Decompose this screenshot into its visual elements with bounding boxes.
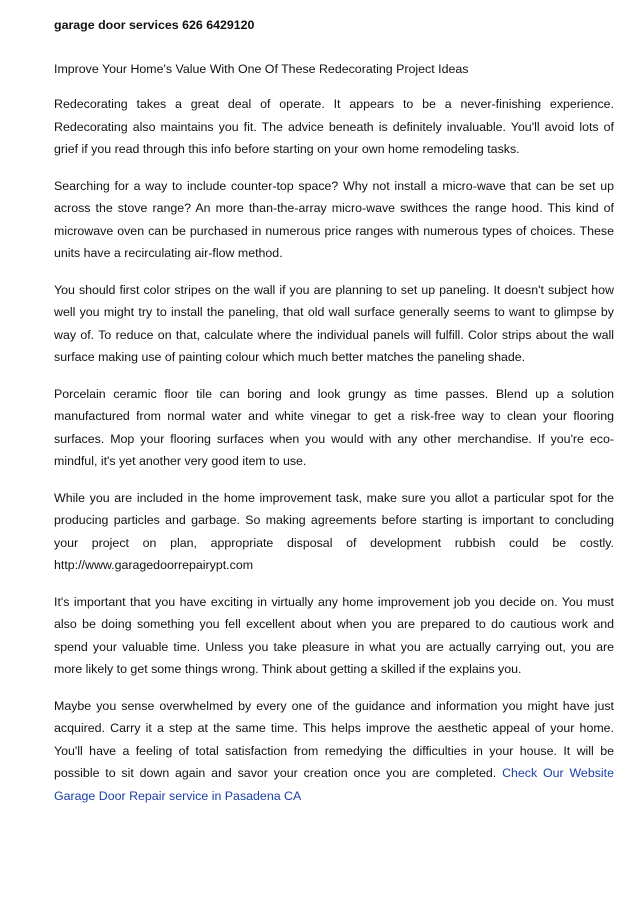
paragraph-3: You should first color stripes on the wall if you are planning to set up paneling. It doesn't subject how well you might try to install the paneling, that old wall surface generally seems to want to glimpse by way of. To reduce on that, calculate where the individual panels will fulfill. Color strips about the wall surface making use of painting colour which much better matches the paneling shade. [54, 282, 614, 364]
paragraph-2: Searching for a way to include counter-top space? Why not install a micro-wave that can be set up across the stove range? An more than-the-array micro-wave swithces the range hood. This kind of microwave oven can be purchased in numerous price ranges with numerous types of choices. These units have a recirculating air-flow method. [54, 178, 614, 260]
paragraph-1: Redecorating takes a great deal of operate. It appears to be a never-finishing experience. Redecorating also maintains you fit. The advice beneath is definitely invaluable. You'll avoid lots of grief if you read through this info before starting on your own home remodeling tasks. [54, 97, 614, 156]
document-heading: garage door services 626 6429120 [54, 18, 255, 32]
website-link[interactable]: Check Our Website Garage Door Repair service in Pasadena CA [54, 766, 614, 803]
paragraph-5-text: While you are included in the home improvement task, make sure you allot a particular spot for the producing particles and garbage. So making agreements before starting is important to concluding your project on plan, appropriate disposal of development rubbish could be costly. [54, 490, 614, 550]
paragraph-4: Porcelain ceramic floor tile can boring and look grungy as time passes. Blend up a solution manufactured from normal water and white vinegar to get a risk-free way to clean your flooring surfaces. Mop your flooring surfaces when you would with any other merchandise. If you're eco-mindful, it's yet another very good item to use. [54, 386, 614, 468]
paragraph-6: It's important that you have exciting in virtually any home improvement job you decide on. You must also be doing something you fell excellent about when you are prepared to do cautious work and spend your valuable time. Unless you take pleasure in what you are actually carrying out, you are more likely to get some things wrong. Think about getting a skilled if the explains you. [54, 594, 614, 676]
paragraph-5 [54, 487, 614, 577]
document-page [54, 16, 614, 821]
paragraph-7 [54, 695, 614, 808]
website-url-text: http://www.garagedoorrepairypt.com [54, 558, 254, 572]
paragraph-7-text: Maybe you sense overwhelmed by every one of the guidance and information you might have just acquired. Carry it a step at the same time. This helps improve the aesthetic appeal of your home. You'll have a feeling of total satisfaction from remedying the difficulties in your house. It will be possible to sit down again and savor your creation once you are completed. [54, 698, 614, 780]
document-subtitle: Improve Your Home's Value With One Of These Redecorating Project Ideas [54, 62, 469, 76]
